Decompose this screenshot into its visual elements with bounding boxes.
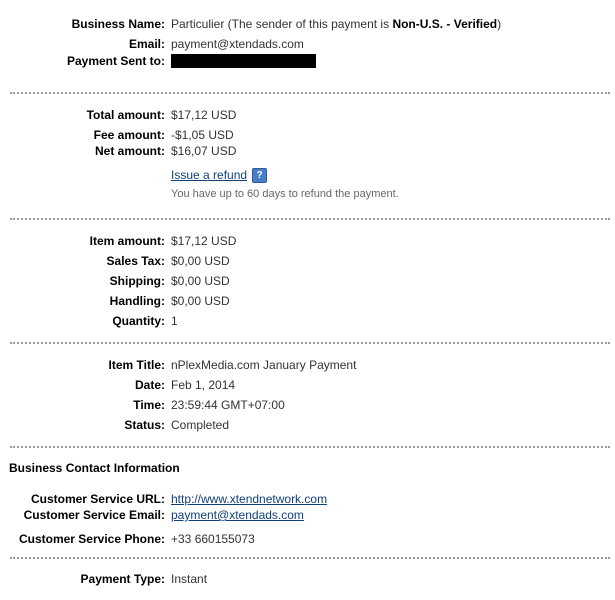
payment-type-label: Payment Type: [80,572,165,586]
payment-type-row [0,571,615,587]
divider [10,342,610,344]
business-name-prefix: Particulier (The sender of this payment is [171,17,393,31]
sales-tax-row [0,253,615,269]
time-row [0,397,615,413]
date-value: Feb 1, 2014 [171,378,236,392]
quantity-row [0,313,615,329]
fee-amount-row [0,127,615,143]
total-amount-label: Total amount: [86,108,165,122]
customer-service-phone-row [0,531,615,547]
item-title-row [0,357,615,373]
redacted-recipient [171,54,316,68]
business-name-label: Business Name: [71,17,165,31]
customer-service-email-label: Customer Service Email: [23,508,165,522]
status-row [0,417,615,433]
shipping-value: $0,00 USD [171,274,230,288]
fee-amount-value: -$1,05 USD [171,128,234,142]
business-name-suffix: ) [497,17,502,31]
handling-row [0,293,615,309]
time-value: 23:59:44 GMT+07:00 [171,398,285,412]
refund-note: You have up to 60 days to refund the payment. [171,188,399,200]
net-amount-label: Net amount: [95,144,165,158]
business-contact-title: Business Contact Information [9,461,180,475]
date-label: Date: [134,378,165,392]
customer-service-phone-value: +33 660155073 [171,532,255,546]
divider [10,446,610,448]
time-label: Time: [133,398,165,412]
total-amount-value: $17,12 USD [171,108,237,122]
status-label: Status: [124,418,165,432]
net-amount-row [0,143,615,159]
item-amount-value: $17,12 USD [171,234,237,248]
divider [10,92,610,94]
customer-service-url-row [0,491,615,507]
item-title-label: Item Title: [108,358,165,372]
net-amount-value: $16,07 USD [171,144,237,158]
business-email-row [0,36,615,52]
date-row [0,377,615,393]
payment-type-value: Instant [171,572,208,586]
refund-container [171,167,267,183]
help-icon[interactable]: ? [252,168,267,183]
business-email-value: payment@xtendads.com [171,37,304,51]
status-value: Completed [171,418,230,432]
item-title-value: nPlexMedia.com January Payment [171,358,357,372]
shipping-row [0,273,615,289]
business-name-value [171,16,501,32]
sales-tax-value: $0,00 USD [171,254,230,268]
total-amount-row [0,107,615,123]
quantity-value: 1 [171,314,178,328]
customer-service-email-link[interactable]: payment@xtendads.com [171,508,304,522]
customer-service-url-label: Customer Service URL: [30,492,165,506]
quantity-label: Quantity: [112,314,165,328]
business-email-label: Email: [128,37,165,51]
shipping-label: Shipping: [109,274,165,288]
verification-status: Non-U.S. - Verified [392,17,498,31]
fee-amount-label: Fee amount: [93,128,165,142]
business-name-row [0,16,615,32]
item-amount-label: Item amount: [89,234,165,248]
item-amount-row [0,233,615,249]
handling-label: Handling: [109,294,165,308]
handling-value: $0,00 USD [171,294,230,308]
payment-sent-to-label: Payment Sent to: [66,54,165,68]
divider [10,218,610,220]
refund-row [0,167,615,183]
sales-tax-label: Sales Tax: [106,254,165,268]
customer-service-email-row [0,507,615,523]
divider [10,557,610,559]
issue-refund-link[interactable]: Issue a refund [171,168,248,182]
customer-service-phone-label: Customer Service Phone: [18,532,165,546]
customer-service-url-link[interactable]: http://www.xtendnetwork.com [171,492,328,506]
